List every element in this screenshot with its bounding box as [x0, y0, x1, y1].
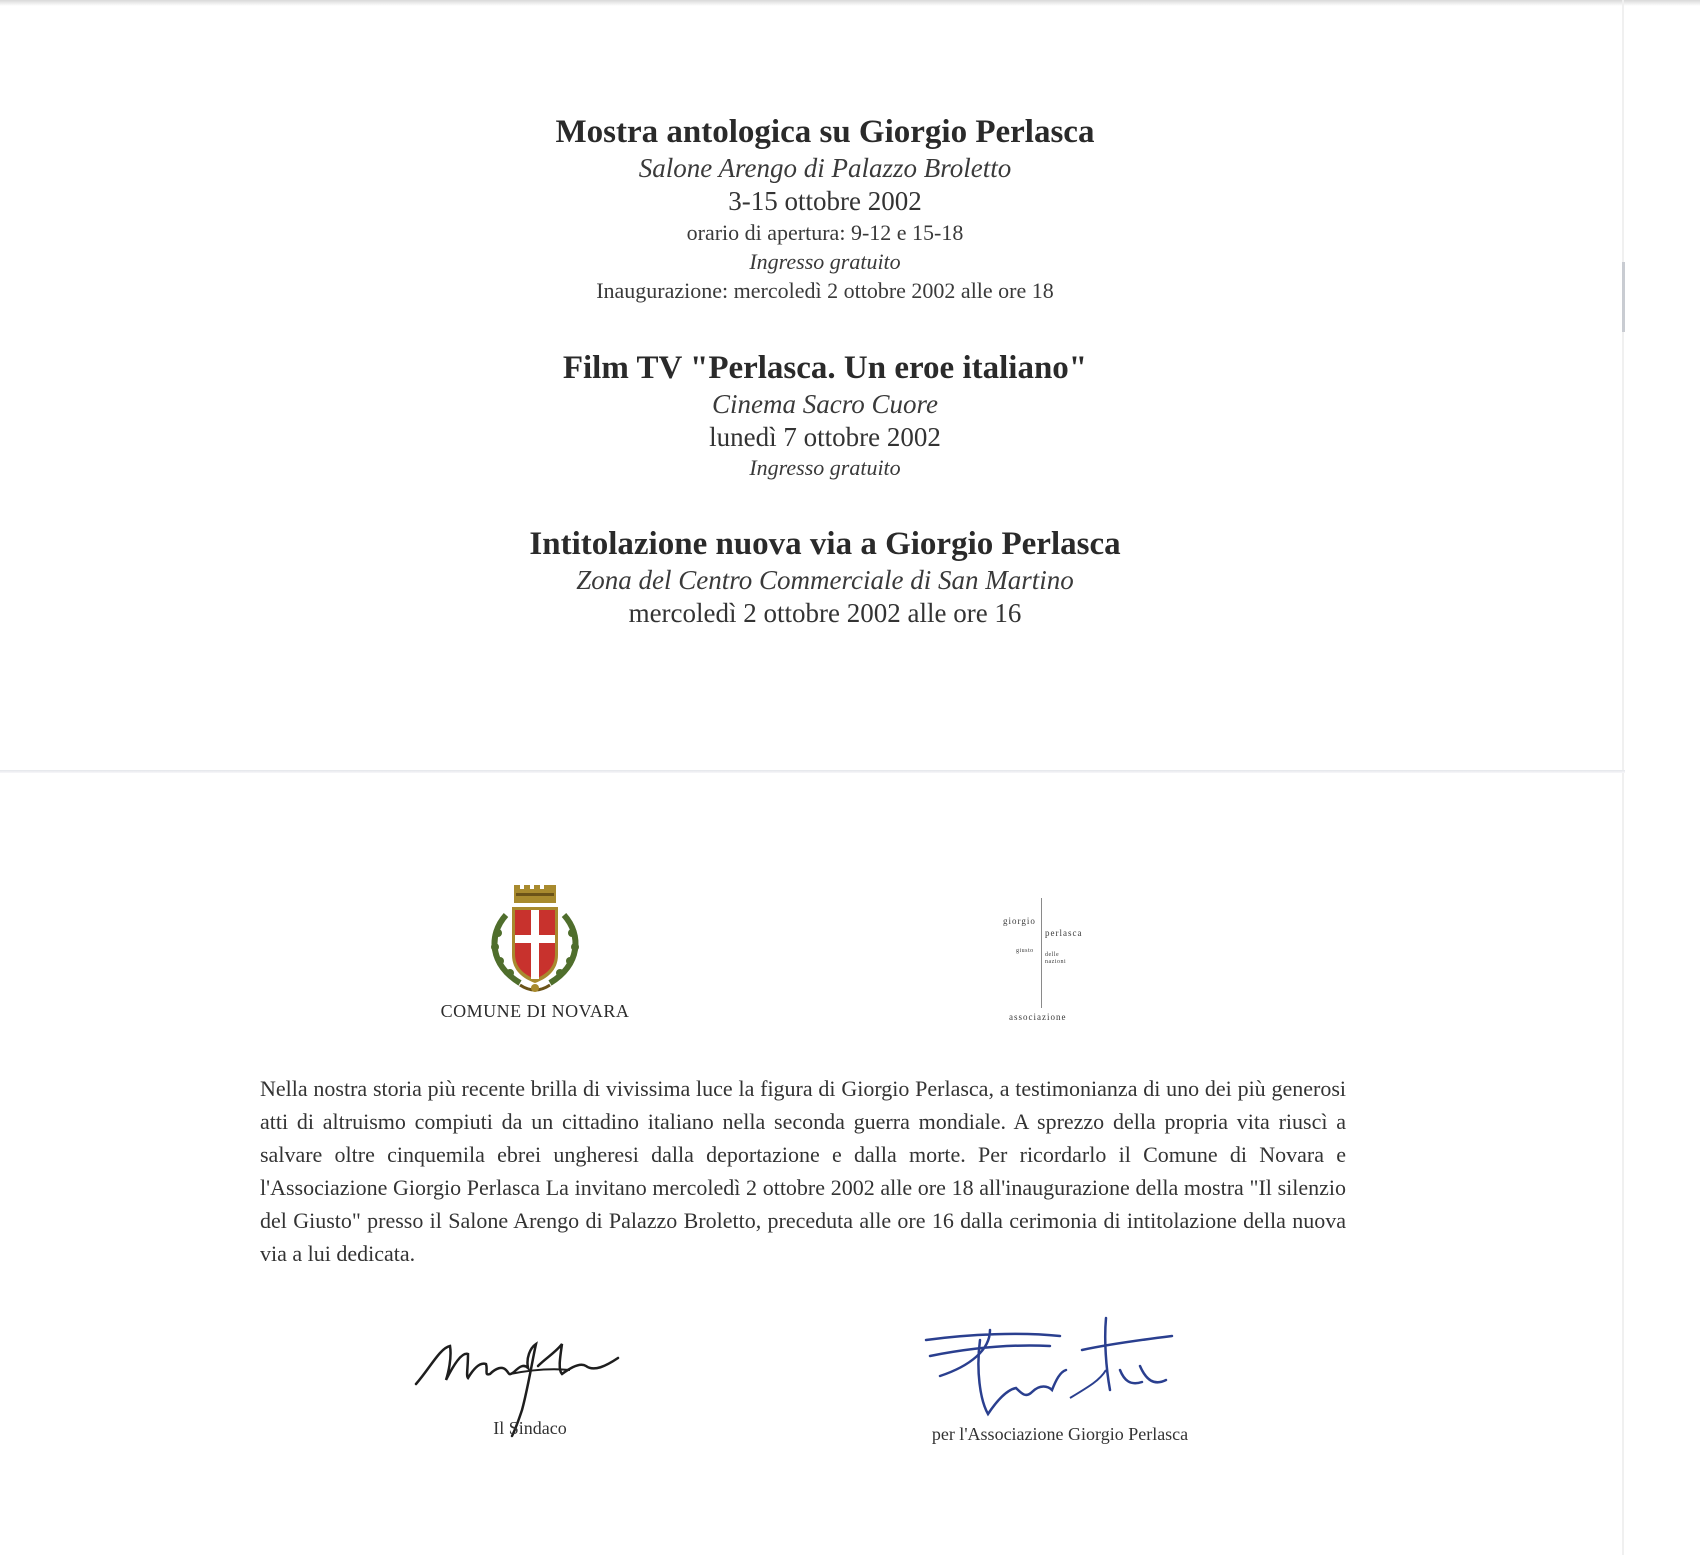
novara-crest-icon	[480, 885, 590, 997]
scan-right-edge	[1622, 0, 1624, 1555]
event-date: 3-15 ottobre 2002	[728, 186, 922, 216]
event-place: Cinema Sacro Cuore	[712, 389, 938, 419]
event-place: Salone Arengo di Palazzo Broletto	[638, 153, 1012, 183]
event-admission: Ingresso gratuito	[749, 455, 901, 480]
comune-novara-logo	[420, 885, 650, 1022]
sindaco-label: Il Sindaco	[493, 1418, 567, 1438]
invitation-text: Nella nostra storia più recente brilla di vivissima luce la figura di Giorgio Perlasca, a testimonianza di uno dei più generosi atti di altruismo compiuti da un cittadino italiano nella seconda guerra mondiale. A sprezzo della propria vita riuscì a salvare oltre cinquemila ebrei ungheresi dalla deportazione e dalla morte. Per ricordarlo il Comune di Novara e l'Associazione Giorgio Perlasca La invitano mercoledì 2 ottobre 2002 alle ore 18 all'inaugurazione della mostra "Il silenzio del Giusto" presso il Salone Arengo di Palazzo Broletto, preceduta alle ore 16 dalla cerimonia di intitolazione della nuova via a lui dedicata.	[260, 1076, 1346, 1266]
event-hours: orario di apertura: 9-12 e 15-18	[686, 220, 964, 245]
logo-word-delle: delle	[1045, 952, 1060, 958]
event-title: Mostra antologica su Giorgio Perlasca	[555, 114, 1095, 150]
associazione-perlasca-logo	[1000, 898, 1110, 1026]
novara-label: COMUNE DI NOVARA	[440, 1001, 630, 1021]
associazione-label: per l'Associazione Giorgio Perlasca	[931, 1424, 1189, 1444]
event-film	[400, 348, 1250, 482]
event-title: Film TV "Perlasca. Un eroe italiano"	[562, 350, 1088, 386]
logo-word-giusto: giusto	[1016, 948, 1034, 954]
event-exhibition	[400, 112, 1250, 306]
event-inauguration: Inaugurazione: mercoledì 2 ottobre 2002 alle ore 18	[596, 278, 1054, 303]
scan-top-shadow	[0, 0, 1700, 6]
event-admission: Ingresso gratuito	[749, 249, 901, 274]
logo-word-delle-nazioni	[1045, 952, 1066, 966]
associazione-signature	[910, 1310, 1180, 1430]
logo-word-associazione: associazione	[1009, 1012, 1067, 1022]
event-date: mercoledì 2 ottobre 2002 alle ore 16	[628, 598, 1022, 628]
logo-word-nazioni: nazioni	[1045, 959, 1067, 965]
scan-edge-mark	[1622, 262, 1625, 332]
logo-word-perlasca: perlasca	[1045, 928, 1083, 938]
logo-divider	[1041, 898, 1042, 1008]
event-street-naming	[400, 524, 1250, 630]
fold-line	[0, 770, 1625, 773]
events-section	[400, 112, 1250, 672]
event-place: Zona del Centro Commerciale di San Martino	[576, 565, 1074, 595]
logo-word-giorgio: giorgio	[1003, 916, 1036, 926]
event-date: lunedì 7 ottobre 2002	[709, 422, 941, 452]
event-title: Intitolazione nuova via a Giorgio Perlasca	[529, 526, 1121, 562]
